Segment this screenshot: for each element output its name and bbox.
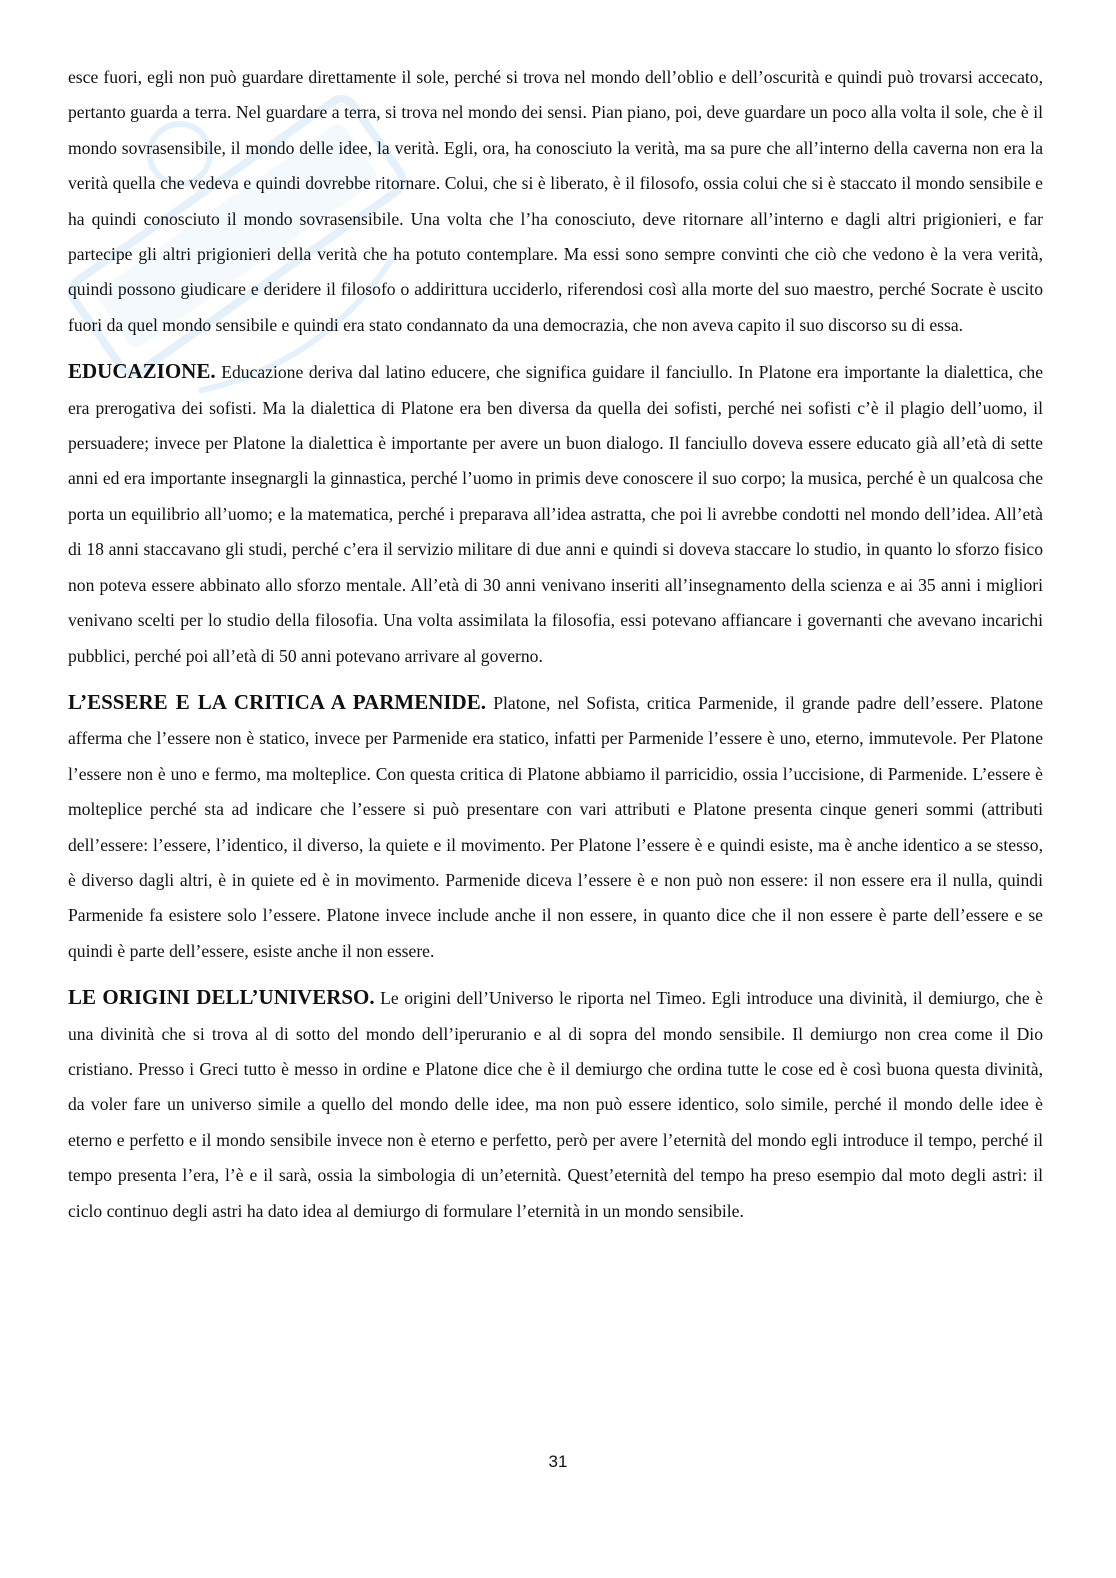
parmenide-section <box>68 685 1043 969</box>
educazione-text: Educazione deriva dal latino educere, che significa guidare il fanciullo. In Platone era importante la dialettica, che era prerogativa dei sofisti. Ma la dialettica di Platone era ben diversa da quella dei sofisti, perché nei sofisti c’è il plagio dell’uomo, il persuadere; invece per Platone la dialettica è importante per avere un buon dialogo. Il fanciullo doveva essere educato già all’età di sette anni ed era importante insegnargli la ginnastica, perché l’uomo in primis deve conoscere il suo corpo; la musica, perché è un qualcosa che porta un equilibrio all’uomo; e la matematica, perché i preparava all’idea astratta, che poi li avrebbe condotti nel mondo dell’idea. All’età di 18 anni staccavano gli studi, perché c’era il servizio militare di due anni e quindi si doveva staccare lo studio, in quanto lo sforzo fisico non poteva essere abbinato allo sforzo mentale. All’età di 30 anni venivano inseriti all’insegnamento della scienza e ai 35 anni i migliori venivano scelti per lo studio della filosofia. Una volta assimilata la filosofia, essi potevano affiancare i governanti che avevano incarichi pubblici, perché poi all’età di 50 anni potevano arrivare al governo. <box>68 362 1043 666</box>
universo-heading: LE ORIGINI DELL’UNIVERSO. <box>68 985 375 1010</box>
page-number: 31 <box>548 1452 568 1471</box>
intro-paragraph <box>68 60 1043 343</box>
document-body <box>68 60 1043 1240</box>
universo-section <box>68 980 1043 1229</box>
intro-paragraph-text: esce fuori, egli non può guardare direttamente il sole, perché si trova nel mondo dell’oblio e dell’oscurità e quindi può trovarsi accecato, pertanto guarda a terra. Nel guardare a terra, si trova nel mondo dei sensi. Pian piano, poi, deve guardare un poco alla volta il sole, che è il mondo sovrasensibile, il mondo delle idee, la verità. Egli, ora, ha conosciuto la verità, ma sa pure che all’interno della caverna non era la verità quella che vedeva e quindi dovrebbe ritornare. Colui, che si è liberato, è il filosofo, ossia colui che si è staccato il mondo sensibile e ha quindi conosciuto il mondo sovrasensibile. Una volta che l’ha conosciuto, deve ritornare all’interno e dagli altri prigionieri, e far partecipe gli altri prigionieri della verità che ha potuto contemplare. Ma essi sono sempre convinti che ciò che vedono è la vera verità, quindi possono giudicare e deridere il filosofo o addirittura ucciderlo, riferendosi così alla morte del suo maestro, perché Socrate è uscito fuori da quel mondo sensibile e quindi era stato condannato da una democrazia, che non aveva capito il suo discorso su di essa. <box>68 67 1043 335</box>
educazione-heading: EDUCAZIONE. <box>68 359 216 384</box>
parmenide-text: Platone, nel Sofista, critica Parmenide, il grande padre dell’essere. Platone afferma che l’essere non è statico, invece per Parmenide era statico, infatti per Parmenide l’essere è uno, eterno, immutevole. Per Platone l’essere non è uno e fermo, ma molteplice. Con questa critica di Platone abbiamo il parricidio, ossia l’uccisione, di Parmenide. L’essere è molteplice perché sta ad indicare che l’essere si può presentare con vari attributi e Platone presenta cinque generi sommi (attributi dell’essere: l’essere, l’identico, il diverso, la quiete e il movimento. Per Platone l’essere è e quindi esiste, ma è anche identico a se stesso, è diverso dagli altri, è in quiete ed è in movimento. Parmenide diceva l’essere è e non può non essere: il non essere era il nulla, quindi Parmenide fa esistere solo l’essere. Platone invece include anche il non essere, in quanto dice che il non essere è parte dell’essere e se quindi è parte dell’essere, esiste anche il non essere. <box>68 692 1044 961</box>
parmenide-heading: L’ESSERE E LA CRITICA A PARMENIDE. <box>68 689 486 714</box>
educazione-section <box>68 354 1043 674</box>
universo-text: Le origini dell’Universo le riporta nel Timeo. Egli introduce una divinità, il demiurgo, che è una divinità che si trova al di sotto del mondo dell’iperuranio e al di sopra del mondo sensibile. Il demiurgo non crea come il Dio cristiano. Presso i Greci tutto è messo in ordine e Platone dice che è il demiurgo che ordina tutte le cose ed è così buona questa divinità, da voler fare un universo simile a quello del mondo delle idee, ma non può essere identico, solo simile, perché il mondo delle idee è eterno e perfetto e il mondo sensibile invece non è eterno e perfetto, però per avere l’eternità del mondo egli introduce il tempo, perché il tempo presenta l’era, l’è e il sarà, ossia la simbologia di un’eternità. Quest’eternità del tempo ha preso esempio dal moto degli astri: il ciclo continuo degli astri ha dato idea al demiurgo di formulare l’eternità in un mondo sensibile. <box>68 988 1043 1221</box>
